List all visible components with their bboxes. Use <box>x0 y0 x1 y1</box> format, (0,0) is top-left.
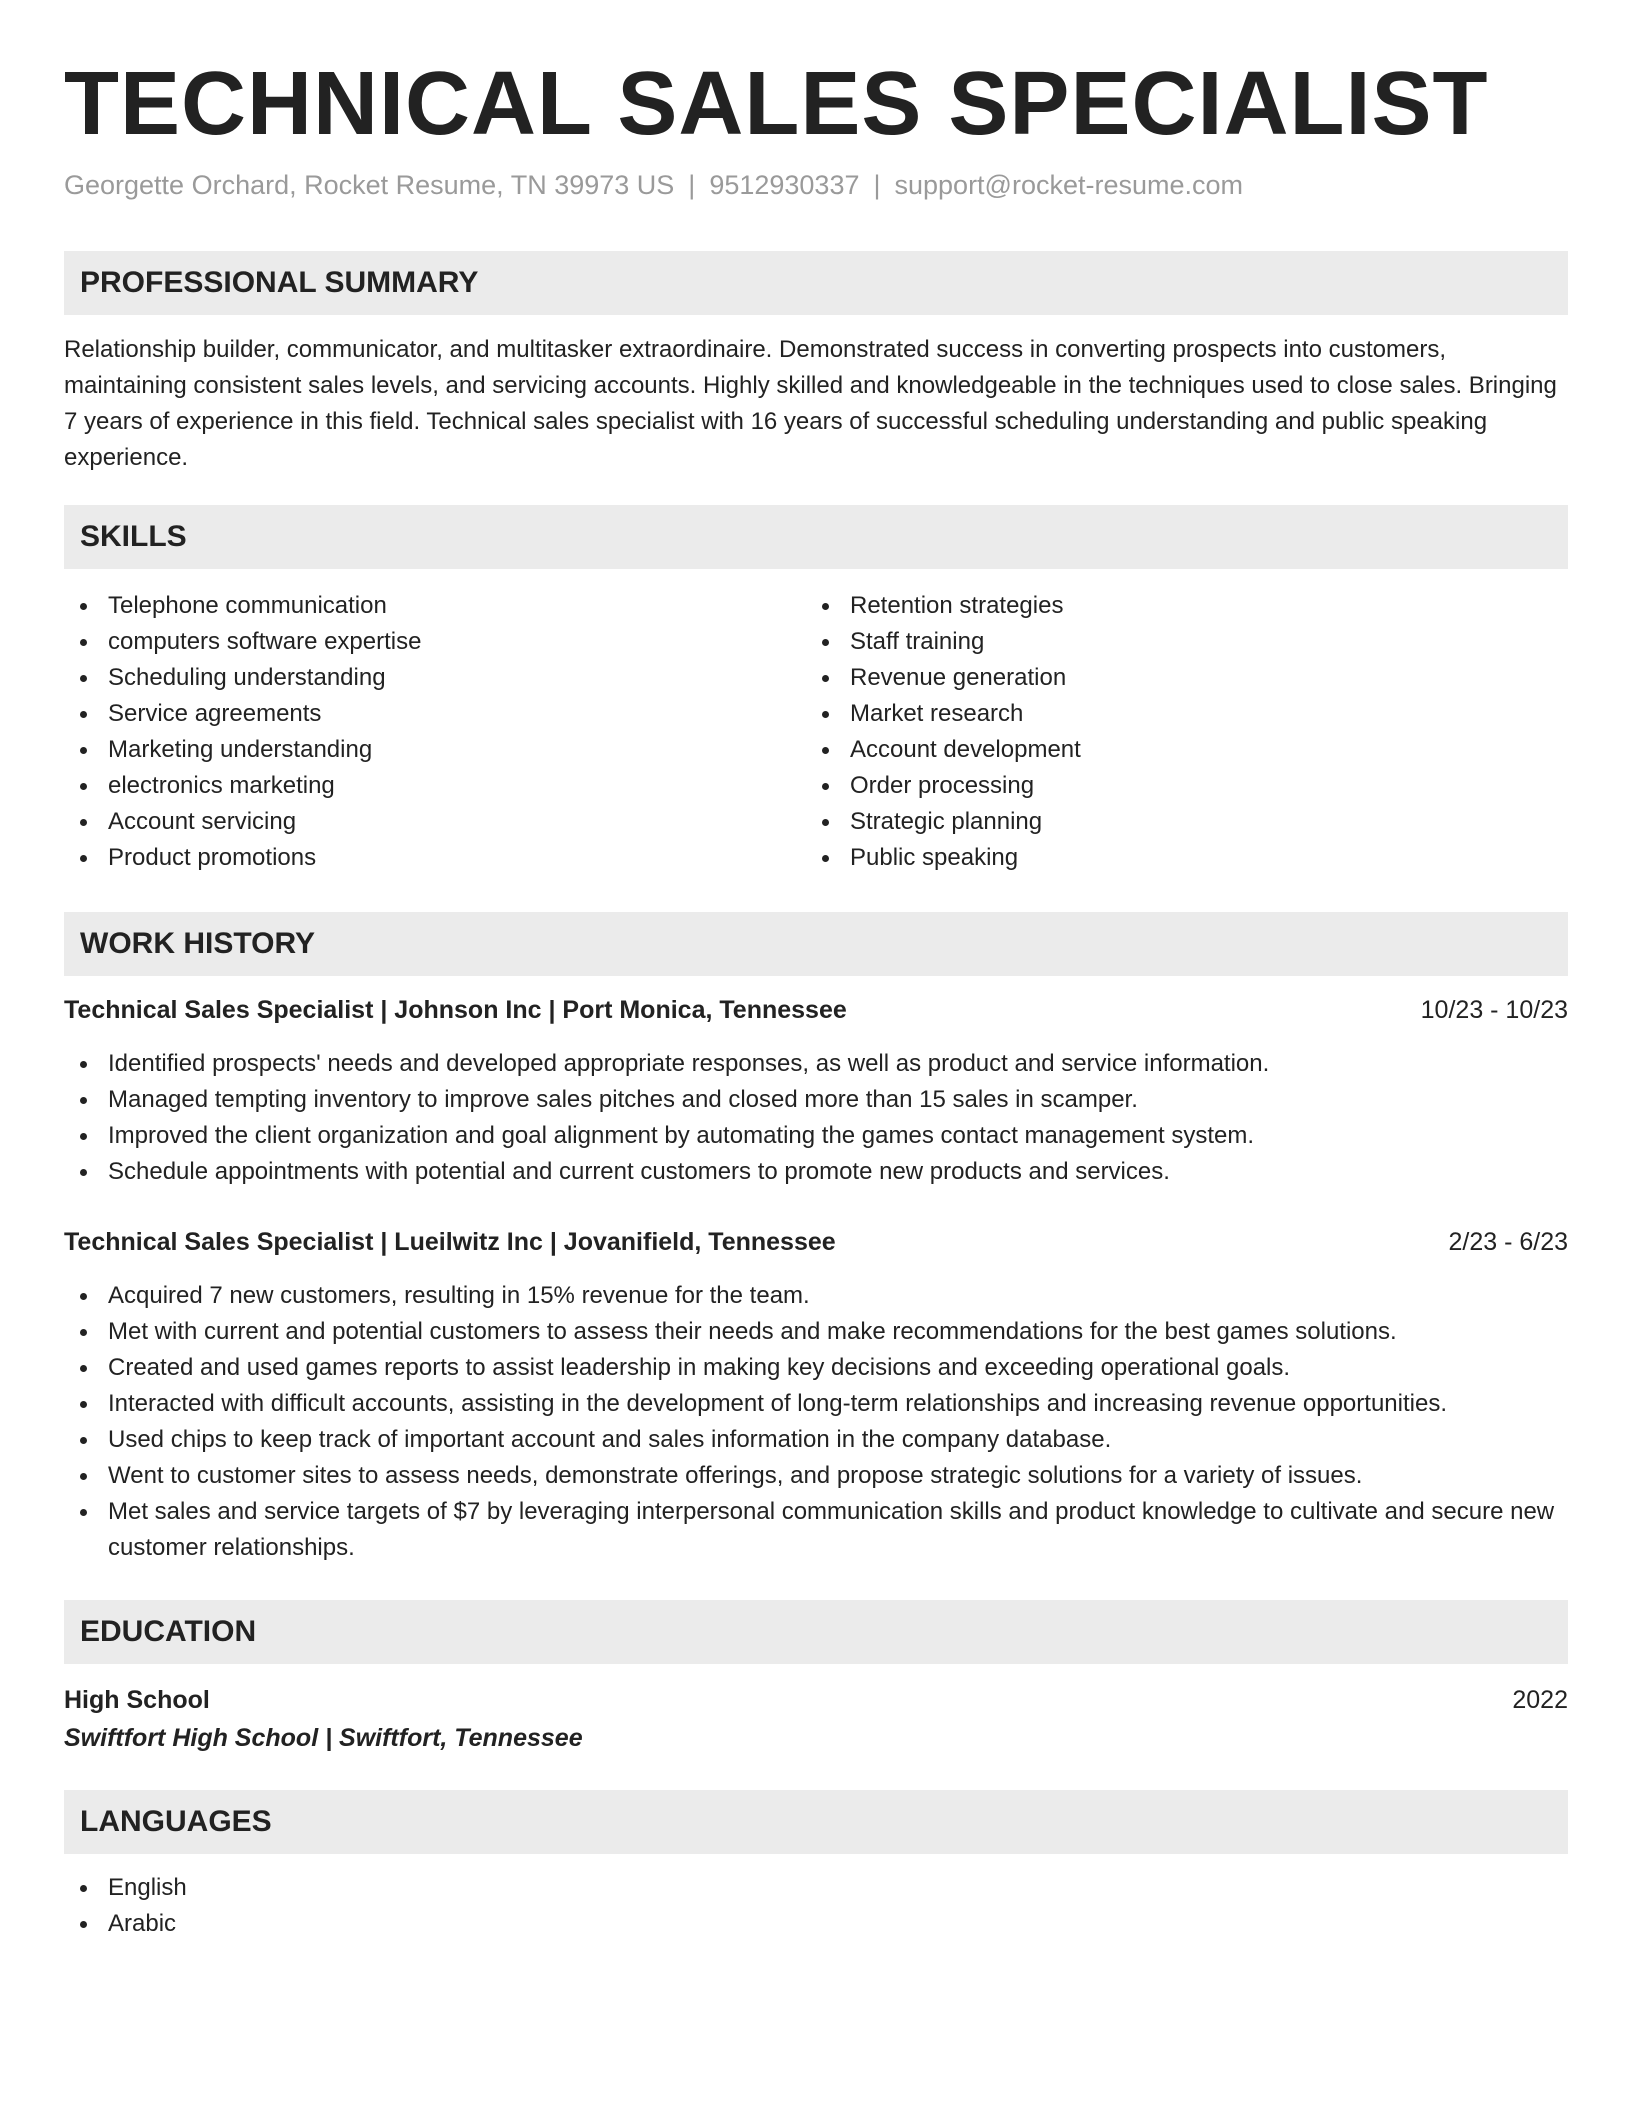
skill-item: Account servicing <box>64 804 421 840</box>
skill-item: Retention strategies <box>806 588 1081 624</box>
job-bullet: Created and used games reports to assist leadership in making key decisions and exceeding operational goals. <box>64 1350 1568 1386</box>
job-bullet: Acquired 7 new customers, resulting in 15% revenue for the team. <box>64 1278 1568 1314</box>
job-dates: 2/23 - 6/23 <box>1448 1228 1568 1256</box>
summary-text: Relationship builder, communicator, and multitasker extraordinaire. Demonstrated success in converting prospects into customers, maintaining consistent sales levels, and servicing accounts. Highly skilled and knowledgeable in the techniques used to close sales. Bringing 7 years of experience in this field. Technical sales specialist with 16 years of successful scheduling understanding and public speaking experience. <box>64 336 1557 471</box>
section-header-education <box>64 1600 1568 1664</box>
language-item: Arabic <box>64 1906 187 1942</box>
job-title: Technical Sales Specialist | Lueilwitz Inc | Jovanifield, Tennessee <box>64 1228 836 1256</box>
job-title: Technical Sales Specialist | Johnson Inc | Port Monica, Tennessee <box>64 996 847 1024</box>
contact-separator: | <box>873 170 881 200</box>
languages-list <box>64 1870 187 1942</box>
skill-item: Account development <box>806 732 1081 768</box>
job-bullet: Managed tempting inventory to improve sales pitches and closed more than 15 sales in scamper. <box>64 1082 1568 1118</box>
skill-item: Product promotions <box>64 840 421 876</box>
skill-item: Service agreements <box>64 696 421 732</box>
skill-item: computers software expertise <box>64 624 421 660</box>
section-title-skills: SKILLS <box>80 520 187 553</box>
job-bullet: Interacted with difficult accounts, assisting in the development of long-term relationships and increasing revenue opportunities. <box>64 1386 1568 1422</box>
skill-item: Strategic planning <box>806 804 1081 840</box>
skills-list-right <box>806 588 1081 876</box>
skill-item: electronics marketing <box>64 768 421 804</box>
job-header <box>64 992 1568 1028</box>
skill-item: Revenue generation <box>806 660 1081 696</box>
resume-title: TECHNICAL SALES SPECIALIST <box>64 54 1489 154</box>
education-school: Swiftfort High School | Swiftfort, Tennessee <box>64 1724 583 1752</box>
section-title-work: WORK HISTORY <box>80 927 316 960</box>
skill-item: Order processing <box>806 768 1081 804</box>
section-title-education: EDUCATION <box>80 1615 257 1648</box>
skills-list-left <box>64 588 421 876</box>
education-degree: High School <box>64 1686 210 1714</box>
section-header-skills <box>64 505 1568 569</box>
job-bullet: Went to customer sites to assess needs, demonstrate offerings, and propose strategic solutions for a variety of issues. <box>64 1458 1568 1494</box>
section-header-work <box>64 912 1568 976</box>
skill-item: Staff training <box>806 624 1081 660</box>
section-title-languages: LANGUAGES <box>80 1805 272 1838</box>
contact-email: support@rocket-resume.com <box>894 170 1244 200</box>
job-bullet: Used chips to keep track of important account and sales information in the company database. <box>64 1422 1568 1458</box>
job-bullets <box>64 1046 1568 1190</box>
job-bullet: Improved the client organization and goal alignment by automating the games contact management system. <box>64 1118 1568 1154</box>
education-year: 2022 <box>1512 1686 1568 1714</box>
section-header-languages <box>64 1790 1568 1854</box>
section-title-summary: PROFESSIONAL SUMMARY <box>80 266 479 299</box>
job-dates: 10/23 - 10/23 <box>1420 996 1568 1024</box>
job-bullet: Met with current and potential customers to assess their needs and make recommendations for the best games solutions. <box>64 1314 1568 1350</box>
skill-item: Telephone communication <box>64 588 421 624</box>
skill-item: Scheduling understanding <box>64 660 421 696</box>
job-bullet: Identified prospects' needs and developed appropriate responses, as well as product and service information. <box>64 1046 1568 1082</box>
contact-phone: 9512930337 <box>709 170 860 200</box>
job-header <box>64 1224 1568 1260</box>
language-item: English <box>64 1870 187 1906</box>
contact-line <box>64 165 1243 205</box>
section-header-summary <box>64 251 1568 315</box>
job-bullet: Met sales and service targets of $7 by leveraging interpersonal communication skills and product knowledge to cultivate and secure new customer relationships. <box>64 1494 1568 1566</box>
skill-item: Public speaking <box>806 840 1081 876</box>
contact-separator: | <box>688 170 696 200</box>
job-bullets <box>64 1278 1568 1566</box>
skill-item: Market research <box>806 696 1081 732</box>
job-bullet: Schedule appointments with potential and current customers to promote new products and services. <box>64 1154 1568 1190</box>
skill-item: Marketing understanding <box>64 732 421 768</box>
contact-address: Georgette Orchard, Rocket Resume, TN 39973 US <box>64 170 675 200</box>
